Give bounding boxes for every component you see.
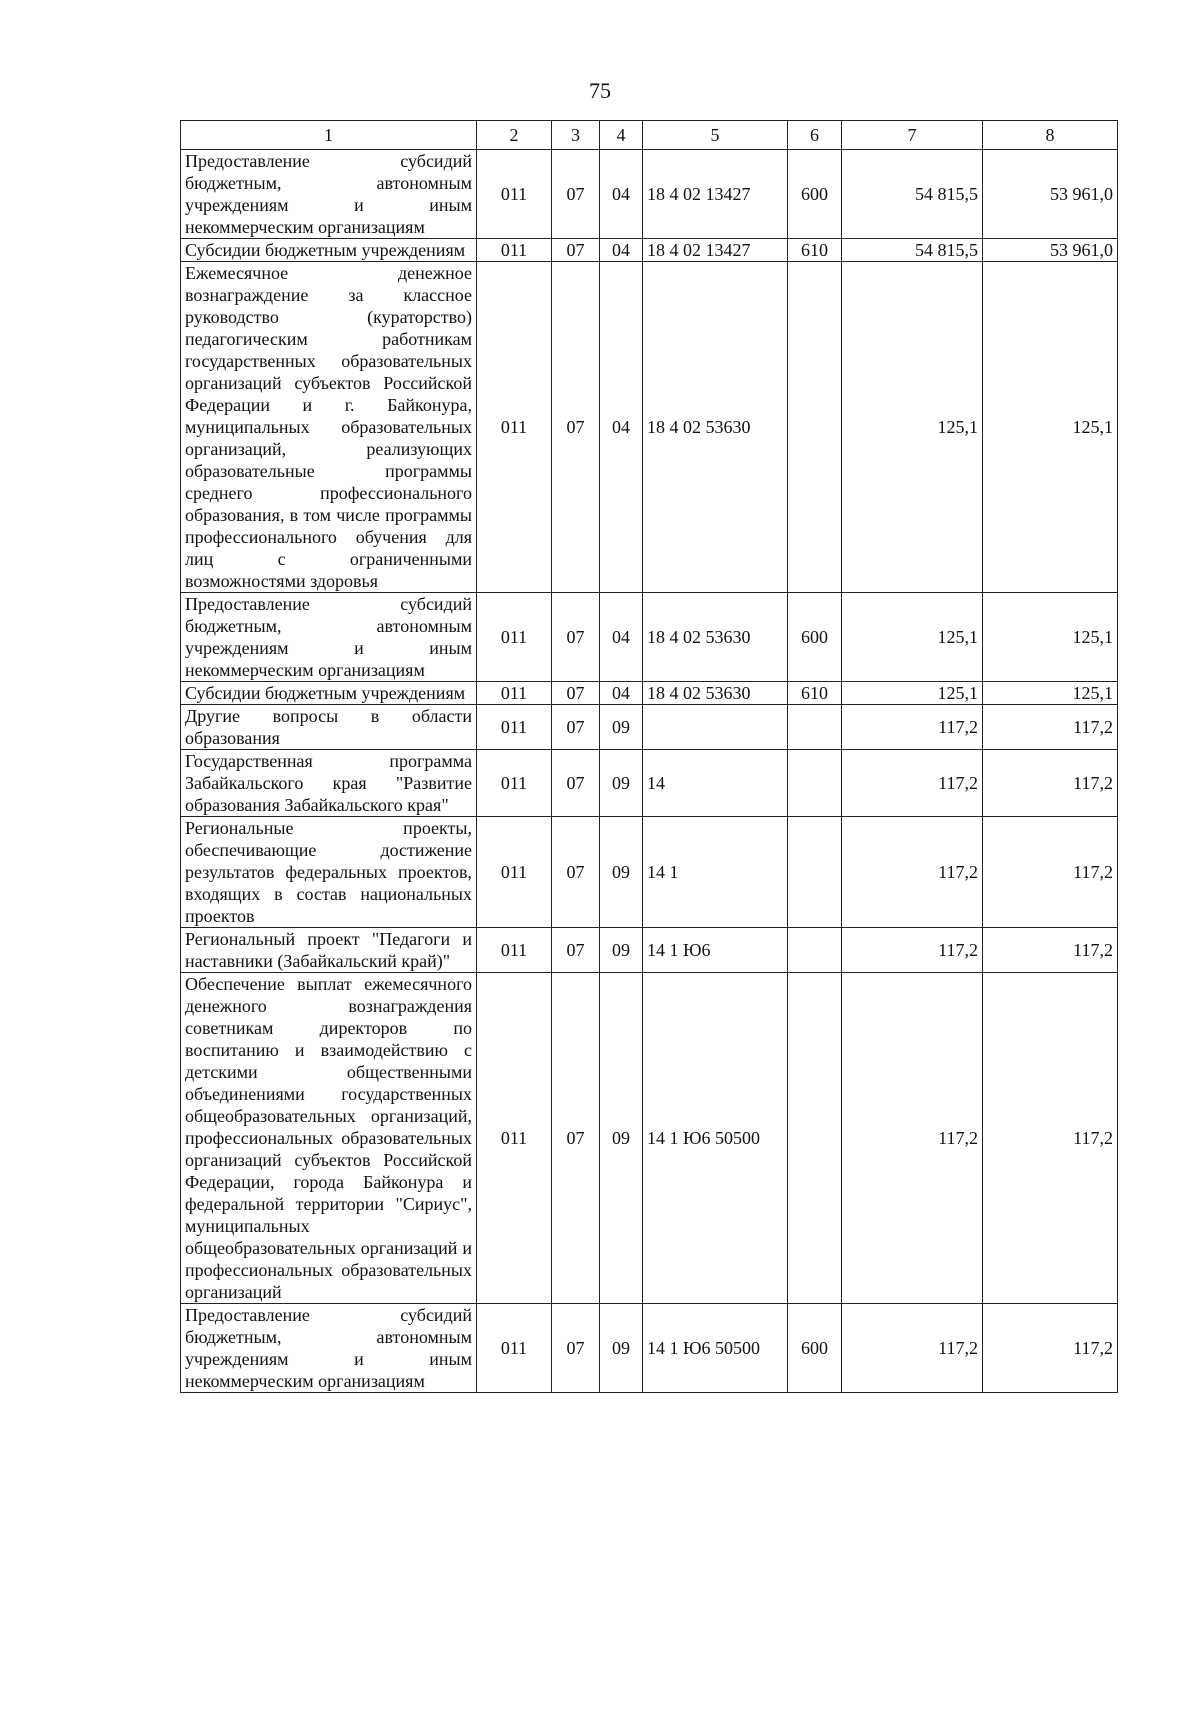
header-cell: 1: [181, 121, 477, 150]
amount-year-1: 117,2: [842, 973, 983, 1304]
table-row: [181, 817, 1118, 928]
expense-type: [788, 262, 842, 593]
expense-type: 610: [788, 682, 842, 705]
admin-code: 011: [477, 750, 552, 817]
section-code: 07: [552, 1304, 600, 1393]
target-article: 14 1 Ю6: [643, 928, 788, 973]
amount-year-1: 54 815,5: [842, 150, 983, 239]
row-name: Предоставление субсидий бюджетным, автономным учреждениям и иным некоммерческим организациям: [181, 150, 477, 239]
amount-year-2: 125,1: [983, 682, 1118, 705]
expense-type: [788, 750, 842, 817]
amount-year-1: 54 815,5: [842, 239, 983, 262]
amount-year-1: 117,2: [842, 750, 983, 817]
table-row: [181, 262, 1118, 593]
section-code: 07: [552, 682, 600, 705]
admin-code: 011: [477, 705, 552, 750]
row-name: Предоставление субсидий бюджетным, автономным учреждениям и иным некоммерческим организациям: [181, 1304, 477, 1393]
header-cell: 5: [643, 121, 788, 150]
row-name: Предоставление субсидий бюджетным, автономным учреждениям и иным некоммерческим организациям: [181, 593, 477, 682]
section-code: 07: [552, 973, 600, 1304]
target-article: 18 4 02 53630: [643, 682, 788, 705]
amount-year-2: 53 961,0: [983, 150, 1118, 239]
row-name: Региональные проекты, обеспечивающие достижение результатов федеральных проектов, входящих в состав национальных проектов: [181, 817, 477, 928]
section-code: 07: [552, 817, 600, 928]
amount-year-2: 117,2: [983, 928, 1118, 973]
amount-year-1: 125,1: [842, 682, 983, 705]
subsection-code: 04: [600, 239, 643, 262]
amount-year-1: 117,2: [842, 1304, 983, 1393]
expense-type: 600: [788, 593, 842, 682]
expense-type: [788, 817, 842, 928]
target-article: 14 1: [643, 817, 788, 928]
row-name: Ежемесячное денежное вознаграждение за классное руководство (кураторство) педагогическим работникам государственных образовательных организаций субъектов Российской Федерации и г. Байконура, муниципальных образовательных организаций, реализующих образовательные программы среднего профессионального образования, в том числе программы профессионального обучения для лиц с ограниченными возможностями здоровья: [181, 262, 477, 593]
amount-year-1: 125,1: [842, 593, 983, 682]
expense-type: [788, 705, 842, 750]
target-article: 14: [643, 750, 788, 817]
table-row: [181, 705, 1118, 750]
admin-code: 011: [477, 973, 552, 1304]
table-row: [181, 1304, 1118, 1393]
header-cell: 6: [788, 121, 842, 150]
header-cell: 7: [842, 121, 983, 150]
table-row: [181, 928, 1118, 973]
table-row: [181, 682, 1118, 705]
amount-year-2: 125,1: [983, 593, 1118, 682]
subsection-code: 04: [600, 150, 643, 239]
row-name: Субсидии бюджетным учреждениям: [181, 682, 477, 705]
target-article: 18 4 02 53630: [643, 593, 788, 682]
header-cell: 3: [552, 121, 600, 150]
section-code: 07: [552, 150, 600, 239]
expense-type: 600: [788, 150, 842, 239]
admin-code: 011: [477, 817, 552, 928]
row-name: Другие вопросы в области образования: [181, 705, 477, 750]
subsection-code: 09: [600, 705, 643, 750]
section-code: 07: [552, 750, 600, 817]
section-code: 07: [552, 262, 600, 593]
admin-code: 011: [477, 593, 552, 682]
section-code: 07: [552, 705, 600, 750]
header-cell: 8: [983, 121, 1118, 150]
amount-year-2: 117,2: [983, 705, 1118, 750]
subsection-code: 09: [600, 973, 643, 1304]
amount-year-2: 53 961,0: [983, 239, 1118, 262]
table-row: [181, 239, 1118, 262]
subsection-code: 09: [600, 1304, 643, 1393]
admin-code: 011: [477, 928, 552, 973]
amount-year-2: 117,2: [983, 750, 1118, 817]
amount-year-1: 117,2: [842, 817, 983, 928]
target-article: [643, 705, 788, 750]
subsection-code: 09: [600, 817, 643, 928]
target-article: 14 1 Ю6 50500: [643, 973, 788, 1304]
admin-code: 011: [477, 682, 552, 705]
admin-code: 011: [477, 262, 552, 593]
expense-type: 610: [788, 239, 842, 262]
amount-year-1: 117,2: [842, 705, 983, 750]
admin-code: 011: [477, 150, 552, 239]
expense-type: [788, 928, 842, 973]
budget-table: [180, 120, 1118, 1393]
amount-year-1: 117,2: [842, 928, 983, 973]
section-code: 07: [552, 593, 600, 682]
admin-code: 011: [477, 239, 552, 262]
amount-year-2: 117,2: [983, 973, 1118, 1304]
subsection-code: 04: [600, 682, 643, 705]
section-code: 07: [552, 239, 600, 262]
header-row: [181, 121, 1118, 150]
page-number: 75: [589, 78, 611, 103]
target-article: 14 1 Ю6 50500: [643, 1304, 788, 1393]
table-row: [181, 750, 1118, 817]
amount-year-2: 117,2: [983, 1304, 1118, 1393]
amount-year-2: 125,1: [983, 262, 1118, 593]
expense-type: 600: [788, 1304, 842, 1393]
target-article: 18 4 02 13427: [643, 239, 788, 262]
row-name: Субсидии бюджетным учреждениям: [181, 239, 477, 262]
table-body: [181, 150, 1118, 1393]
section-code: 07: [552, 928, 600, 973]
subsection-code: 09: [600, 928, 643, 973]
header-cell: 4: [600, 121, 643, 150]
table-row: [181, 150, 1118, 239]
row-name: Региональный проект "Педагоги и наставники (Забайкальский край)": [181, 928, 477, 973]
amount-year-1: 125,1: [842, 262, 983, 593]
admin-code: 011: [477, 1304, 552, 1393]
row-name: Государственная программа Забайкальского края "Развитие образования Забайкальского края": [181, 750, 477, 817]
target-article: 18 4 02 13427: [643, 150, 788, 239]
expense-type: [788, 973, 842, 1304]
header-cell: 2: [477, 121, 552, 150]
target-article: 18 4 02 53630: [643, 262, 788, 593]
subsection-code: 04: [600, 593, 643, 682]
subsection-code: 09: [600, 750, 643, 817]
amount-year-2: 117,2: [983, 817, 1118, 928]
row-name: Обеспечение выплат ежемесячного денежного вознаграждения советникам директоров по воспитанию и взаимодействию с детскими общественными объединениями государственных общеобразовательных организаций, профессиональных образовательных организаций субъектов Российской Федерации, города Байконура и федеральной территории "Сириус", муниципальных общеобразовательных организаций и профессиональных образовательных организаций: [181, 973, 477, 1304]
table-row: [181, 593, 1118, 682]
subsection-code: 04: [600, 262, 643, 593]
table-row: [181, 973, 1118, 1304]
